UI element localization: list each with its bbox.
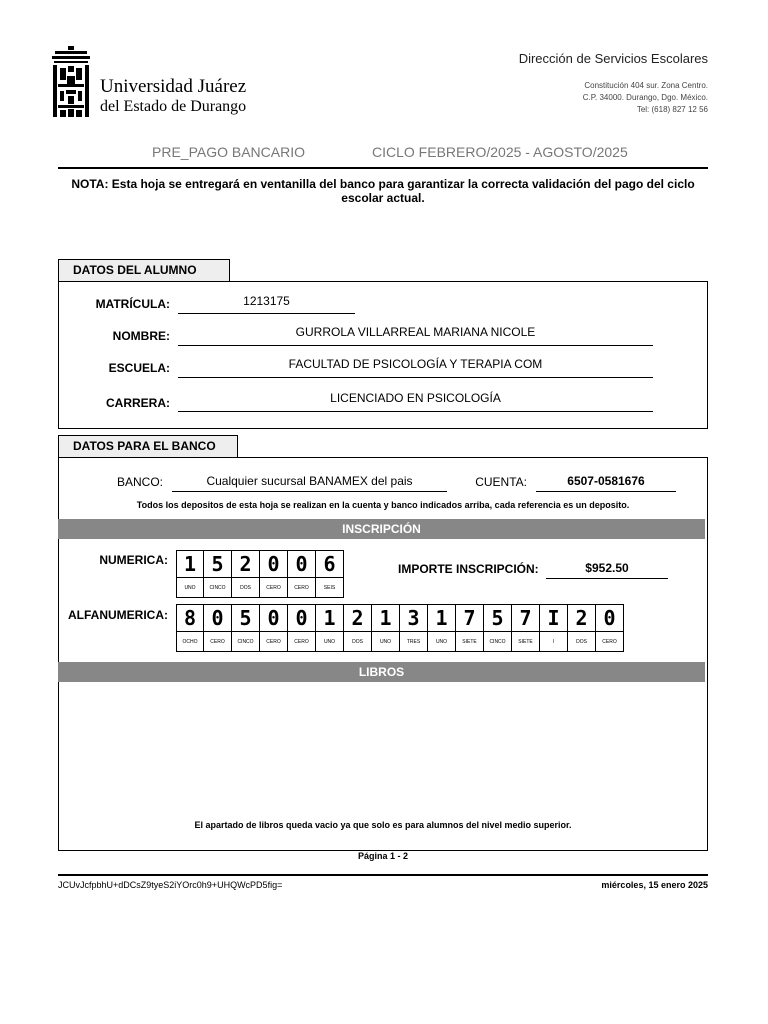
university-subname: del Estado de Durango: [100, 98, 247, 115]
alfa-cell: 5 CINCO: [232, 604, 260, 652]
header-divider: [58, 167, 708, 169]
numerica-label: NUMERICA:: [99, 553, 168, 567]
alfa-cell: 0 CERO: [204, 604, 232, 652]
numerica-cell: 5 CINCO: [204, 550, 232, 598]
importe-label: IMPORTE INSCRIPCIÓN:: [398, 562, 539, 576]
alfa-cell: I I: [540, 604, 568, 652]
nombre-underline: [178, 345, 653, 346]
footer-date: miércoles, 15 enero 2025: [601, 880, 708, 890]
importe-underline: [546, 578, 668, 579]
department-name: Dirección de Servicios Escolares: [518, 51, 708, 66]
numerica-cells: [176, 550, 344, 598]
university-logo: [52, 46, 90, 118]
banco-section-title: DATOS PARA EL BANCO: [58, 435, 238, 457]
escuela-underline: [178, 377, 653, 378]
alfa-cell: 7 SIETE: [512, 604, 540, 652]
alfa-cell: 1 UNO: [316, 604, 344, 652]
alfa-cell: 5 CINCO: [484, 604, 512, 652]
cuenta-label: CUENTA:: [475, 475, 527, 489]
cuenta-value: 6507-0581676: [567, 474, 645, 488]
alfa-cell: 1 UNO: [428, 604, 456, 652]
alfa-cell: 0 CERO: [260, 604, 288, 652]
alfa-cell: 7 SIETE: [456, 604, 484, 652]
banco-label: BANCO:: [116, 475, 163, 489]
alfa-cell: 0 CERO: [288, 604, 316, 652]
libros-note: El apartado de libros queda vacio ya que solo es para alumnos del nivel medio superior.: [194, 820, 572, 830]
alfa-cell: 2 DOS: [568, 604, 596, 652]
importe-value: $952.50: [585, 561, 629, 575]
footer-divider: [58, 874, 708, 876]
banco-underline: [172, 491, 447, 492]
matricula-underline: [178, 313, 355, 314]
numerica-cell: 6 SEIS: [316, 550, 344, 598]
banco-section: [58, 457, 708, 851]
escuela-label: ESCUELA:: [108, 361, 170, 375]
numerica-cell: 0 CERO: [288, 550, 316, 598]
nota: NOTA: Esta hoja se entregará en ventanilla del banco para garantizar la correcta validación del pago del ciclo escolar actual.: [71, 177, 695, 205]
page-number: Página 1 - 2: [357, 851, 409, 861]
address-line2: C.P. 34000. Durango, Dgo. México.: [582, 93, 708, 102]
banco-note: Todos los depositos de esta hoja se realizan en la cuenta y banco indicados arriba, cada referencia es un deposito.: [136, 500, 630, 510]
numerica-cell: 1 UNO: [176, 550, 204, 598]
numerica-cell: 2 DOS: [232, 550, 260, 598]
inscripcion-bar: INSCRIPCIÓN: [58, 519, 705, 539]
footer-hash: JCUvJcfpbhU+dDCsZ9tyeS2iYOrc0h9+UHQWcPD5fig=: [58, 880, 283, 890]
address-line1: Constitución 404 sur. Zona Centro.: [584, 81, 708, 90]
alfa-cell: 2 DOS: [344, 604, 372, 652]
matricula-label: MATRÍCULA:: [95, 297, 170, 311]
carrera-value: LICENCIADO EN PSICOLOGÍA: [330, 391, 501, 405]
alfa-cell: 3 TRES: [400, 604, 428, 652]
nombre-label: NOMBRE:: [112, 329, 170, 343]
phone: Tel: (618) 827 12 56: [636, 105, 708, 114]
alfanumerica-label: ALFANUMERICA:: [68, 608, 168, 622]
alfa-cell: 1 UNO: [372, 604, 400, 652]
escuela-value: FACULTAD DE PSICOLOGÍA Y TERAPIA COM: [288, 357, 543, 371]
matricula-value: 1213175: [243, 294, 290, 308]
university-name: Universidad Juárez: [100, 76, 247, 97]
banner-cycle: CICLO FEBRERO/2025 - AGOSTO/2025: [372, 144, 628, 160]
cuenta-underline: [536, 491, 676, 492]
alfa-cell: 8 OCHO: [176, 604, 204, 652]
alfanumerica-cells: [176, 604, 624, 652]
numerica-cell: 0 CERO: [260, 550, 288, 598]
libros-bar: LIBROS: [58, 662, 705, 682]
banco-value: Cualquier sucursal BANAMEX del pais: [206, 474, 413, 488]
banner-title: PRE_PAGO BANCARIO: [152, 144, 306, 160]
carrera-underline: [178, 411, 653, 412]
nombre-value: GURROLA VILLARREAL MARIANA NICOLE: [295, 325, 536, 339]
carrera-label: CARRERA:: [106, 396, 170, 410]
alumno-section-title: DATOS DEL ALUMNO: [58, 259, 230, 281]
alfa-cell: 0 CERO: [596, 604, 624, 652]
